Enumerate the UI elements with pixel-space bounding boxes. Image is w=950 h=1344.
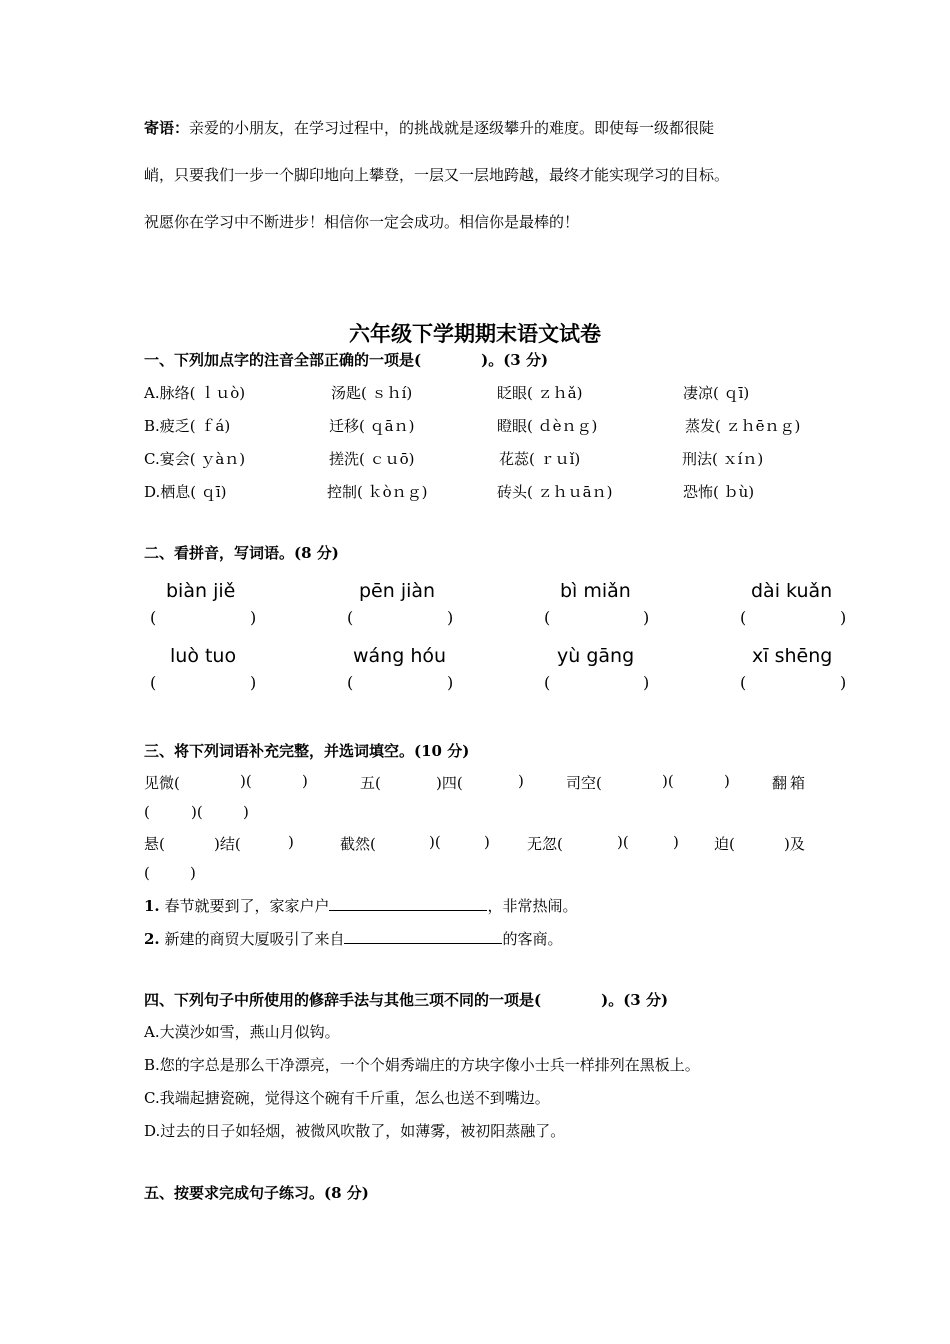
q2-pinyin-2: pēn jiàn (359, 580, 436, 602)
answer-box-5-left: ( (150, 673, 157, 692)
q3-idiom-1-b: )( (240, 772, 252, 790)
q3-idiom-1-c: ) (302, 772, 308, 790)
answer-box-7-right: ) (643, 673, 650, 692)
q1-c-1: C.宴会( ｙàｎ) (144, 450, 246, 468)
q1-d-4: 恐怖( ｂù) (683, 483, 755, 501)
q3-idiom-6-b: )( (429, 833, 441, 851)
preface-label: 寄语： (144, 119, 190, 137)
q4-option-d: D.过去的日子如轻烟，被微风吹散了，如薄雾，被初阳蒸融了。 (144, 1122, 566, 1140)
q1-d-2: 控制( ｋòｎｇ) (327, 483, 428, 501)
answer-box-6-right: ) (447, 673, 454, 692)
q3-idiom-3-a: 司空( (566, 774, 602, 792)
q2-heading: 二、看拼音，写词语。(8 分) (144, 544, 339, 562)
answer-box-5-right: ) (250, 673, 257, 692)
fill-blank-1[interactable] (329, 896, 487, 911)
q5-heading: 五、按要求完成句子练习。(8 分) (144, 1184, 369, 1202)
q3-idiom-6-a: 截然( (340, 835, 376, 853)
q2-pinyin-3: bì miǎn (560, 580, 631, 602)
q3-sentence-2: 2. 新建的商贸大厦吸引了来自 的客商。 (144, 930, 563, 948)
q1-a-1: A.脉络( ｌｕò) (144, 384, 246, 402)
q3-idiom-7-a: 无忽( (527, 835, 563, 853)
q1-heading: 一、下列加点字的注音全部正确的一项是( )。(3 分) (144, 351, 549, 369)
q3-idiom-4-a: 翻箱 (772, 774, 809, 792)
q4-option-b: B.您的字总是那么干净漂亮，一个个娟秀端庄的方块字像小士兵一样排列在黑板上。 (144, 1056, 700, 1074)
preface-line-1: 寄语：亲爱的小朋友，在学习过程中，的挑战就是逐级攀升的难度。即使每一级都很陡 (144, 119, 715, 137)
q2-pinyin-1: biàn jiě (166, 580, 236, 602)
q3-idiom-2-b: )四( (436, 774, 463, 792)
q2-pinyin-5: luò tuo (170, 645, 237, 667)
q3-idiom-5-c: ) (288, 833, 294, 851)
q3-idiom-7-b: )( (617, 833, 629, 851)
q3-idiom-8-b: )及 (784, 835, 805, 853)
q3-idiom-8-d: ) (190, 864, 196, 882)
q1-a-3: 眨眼( ｚｈǎ) (497, 384, 583, 402)
q3-idiom-4-b: ( (144, 803, 150, 821)
q3-idiom-2-a: 五( (360, 774, 381, 792)
answer-box-1-right: ) (250, 608, 257, 627)
q2-pinyin-6: wáng hóu (353, 645, 447, 667)
q3-idiom-3-c: ) (724, 772, 730, 790)
answer-box-6-left: ( (347, 673, 354, 692)
q1-d-1: D.栖息( ｑī) (144, 483, 227, 501)
answer-box-1-left: ( (150, 608, 157, 627)
answer-box-4-right: ) (840, 608, 847, 627)
q3-idiom-8-c: ( (144, 864, 150, 882)
answer-box-2-right: ) (447, 608, 454, 627)
answer-box-8-left: ( (740, 673, 747, 692)
answer-box-3-left: ( (544, 608, 551, 627)
q2-pinyin-8: xī shēng (752, 645, 833, 667)
fill-blank-2[interactable] (344, 929, 502, 944)
q3-idiom-5-a: 悬( (144, 835, 165, 853)
q1-c-3: 花蕊( ｒｕǐ) (499, 450, 581, 468)
preface-line-3: 祝愿你在学习中不断进步！相信你一定会成功。相信你是最棒的！ (144, 213, 580, 231)
q1-a-2: 汤匙( ｓｈí) (331, 384, 413, 402)
q4-option-c: C.我端起搪瓷碗，觉得这个碗有千斤重，怎么也送不到嘴边。 (144, 1089, 550, 1107)
preface-line-2: 峭，只要我们一步一个脚印地向上攀登，一层又一层地跨越，最终才能实现学习的目标。 (144, 166, 730, 184)
q1-b-4: 蒸发( ｚｈēｎｇ) (685, 417, 801, 435)
answer-box-3-right: ) (643, 608, 650, 627)
q3-idiom-5-b: )结( (214, 835, 241, 853)
q1-a-4: 凄凉( ｑī) (683, 384, 750, 402)
q3-idiom-7-c: ) (673, 833, 679, 851)
q3-heading: 三、将下列词语补充完整，并选词填空。(10 分) (144, 742, 470, 760)
q2-pinyin-7: yù gāng (557, 645, 635, 667)
q3-idiom-4-d: ) (243, 803, 249, 821)
q3-sentence-1: 1. 春节就要到了，家家户户 ，非常热闹。 (144, 897, 578, 915)
q4-heading: 四、下列句子中所使用的修辞手法与其他三项不同的一项是( )。(3 分) (144, 991, 669, 1009)
q3-idiom-2-c: ) (518, 772, 524, 790)
q4-option-a: A.大漠沙如雪，燕山月似钩。 (144, 1023, 340, 1041)
q1-c-4: 刑法( ｘíｎ) (682, 450, 764, 468)
answer-box-2-left: ( (347, 608, 354, 627)
q1-b-2: 迁移( ｑāｎ) (329, 417, 415, 435)
q1-b-1: B.疲乏( ｆá) (144, 417, 231, 435)
q3-idiom-4-c: )( (191, 803, 203, 821)
q3-idiom-1-a: 见微( (144, 774, 180, 792)
q3-idiom-3-b: )( (662, 772, 674, 790)
q1-d-3: 砖头( ｚｈｕāｎ) (497, 483, 613, 501)
q3-idiom-8-a: 迫( (714, 835, 735, 853)
q1-c-2: 搓洗( ｃｕō) (329, 450, 415, 468)
page-title: 六年级下学期期末语文试卷 (349, 321, 601, 346)
answer-box-7-left: ( (544, 673, 551, 692)
answer-box-8-right: ) (840, 673, 847, 692)
q1-b-3: 瞪眼( ｄèｎｇ) (497, 417, 598, 435)
q3-idiom-6-c: ) (484, 833, 490, 851)
answer-box-4-left: ( (740, 608, 747, 627)
q2-pinyin-4: dài kuǎn (751, 580, 833, 602)
